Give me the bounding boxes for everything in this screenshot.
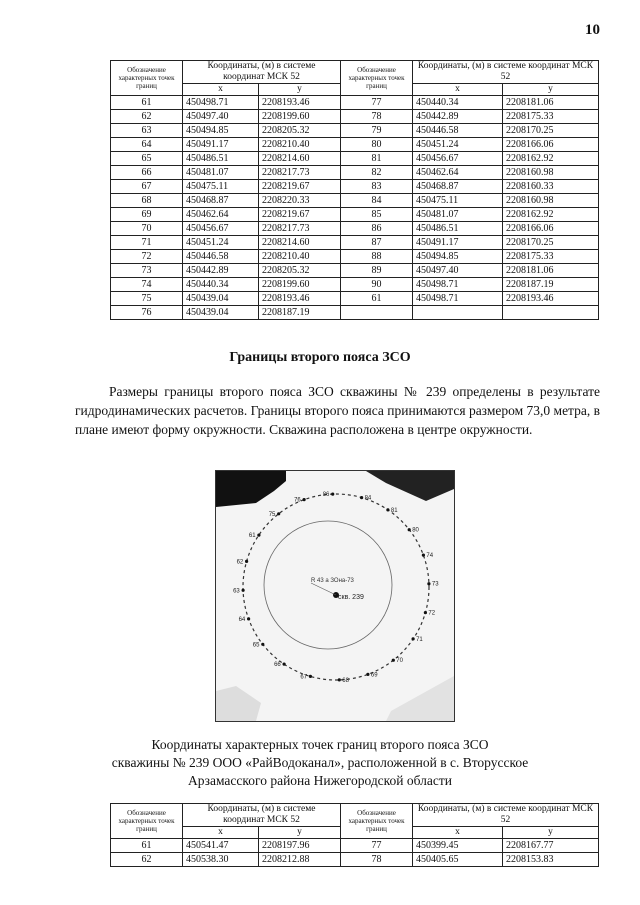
y-value-cell: 2208181.06 xyxy=(503,96,599,110)
caption-line-2: скважины № 239 ООО «РайВодоканал», расположенной в с. Вторусское xyxy=(111,755,529,770)
point-number-cell: 69 xyxy=(111,208,183,222)
x-value-cell: 450468.87 xyxy=(413,180,503,194)
coordinates-table-2 xyxy=(110,803,599,867)
y-value-cell: 2208160.98 xyxy=(503,194,599,208)
radius-label: R 43 а ЗОна-73 xyxy=(311,578,354,584)
point-number-cell: 72 xyxy=(111,250,183,264)
point-number-cell: 62 xyxy=(111,110,183,124)
x-value-cell: 450446.58 xyxy=(413,124,503,138)
point-number-cell: 74 xyxy=(111,278,183,292)
boundary-point-label: 69 xyxy=(370,672,378,679)
header-x: x xyxy=(413,827,503,839)
x-value-cell: 450538.30 xyxy=(183,853,259,867)
boundary-point-label: 81 xyxy=(390,507,398,514)
y-value-cell: 2208175.33 xyxy=(503,110,599,124)
x-value-cell: 450440.34 xyxy=(183,278,259,292)
x-value-cell: 450497.40 xyxy=(183,110,259,124)
table-row xyxy=(111,96,599,110)
well-label: скв. 239 xyxy=(338,594,364,601)
header-point-designation: Обозначение характерных точек границ xyxy=(341,804,413,839)
boundary-point-label: 80 xyxy=(412,527,419,534)
boundary-point-marker xyxy=(422,554,425,557)
table-row xyxy=(111,194,599,208)
y-value-cell xyxy=(503,306,599,320)
caption-line-3: Арзамасского района Нижегородской области xyxy=(187,773,453,788)
zone-map-drawing xyxy=(216,471,454,721)
header-y: y xyxy=(259,827,341,839)
table-row xyxy=(111,110,599,124)
boundary-point-label: 67 xyxy=(300,674,308,681)
table-row xyxy=(111,124,599,138)
y-value-cell: 2208214.60 xyxy=(259,152,341,166)
point-number-cell: 87 xyxy=(341,236,413,250)
table-row xyxy=(111,264,599,278)
point-number-cell: 66 xyxy=(111,166,183,180)
point-number-cell: 61 xyxy=(111,839,183,853)
y-value-cell: 2208205.32 xyxy=(259,124,341,138)
y-value-cell: 2208212.88 xyxy=(259,853,341,867)
x-value-cell: 450442.89 xyxy=(413,110,503,124)
x-value-cell: 450439.04 xyxy=(183,292,259,306)
header-x: x xyxy=(413,84,503,96)
y-value-cell: 2208220.33 xyxy=(259,194,341,208)
point-number-cell: 65 xyxy=(111,152,183,166)
boundary-point-label: 72 xyxy=(428,610,436,617)
boundary-point-label: 84 xyxy=(364,495,372,502)
x-value-cell: 450491.17 xyxy=(183,138,259,152)
y-value-cell: 2208193.46 xyxy=(503,292,599,306)
boundary-point-marker xyxy=(408,528,411,531)
table-row xyxy=(111,166,599,180)
x-value-cell: 450446.58 xyxy=(183,250,259,264)
header-point-designation: Обозначение характерных точек границ xyxy=(111,804,183,839)
boundary-point-marker xyxy=(366,673,369,676)
point-number-cell: 64 xyxy=(111,138,183,152)
y-value-cell: 2208199.60 xyxy=(259,110,341,124)
point-number-cell: 78 xyxy=(341,110,413,124)
header-y: y xyxy=(503,827,599,839)
x-value-cell: 450456.67 xyxy=(183,222,259,236)
boundary-point-marker xyxy=(261,643,264,646)
point-number-cell: 77 xyxy=(341,839,413,853)
y-value-cell: 2208162.92 xyxy=(503,152,599,166)
point-number-cell: 70 xyxy=(111,222,183,236)
boundary-point-label: 76 xyxy=(294,497,301,504)
table-row xyxy=(111,306,599,320)
boundary-point-marker xyxy=(309,675,312,678)
point-number-cell: 61 xyxy=(111,96,183,110)
point-number-cell: 80 xyxy=(341,138,413,152)
x-value-cell: 450451.24 xyxy=(413,138,503,152)
x-value-cell xyxy=(413,306,503,320)
x-value-cell: 450456.67 xyxy=(413,152,503,166)
x-value-cell: 450486.51 xyxy=(183,152,259,166)
point-number-cell: 83 xyxy=(341,180,413,194)
table-row xyxy=(111,278,599,292)
y-value-cell: 2208199.60 xyxy=(259,278,341,292)
boundary-point-marker xyxy=(392,659,395,662)
boundary-point-marker xyxy=(360,496,363,499)
header-x: x xyxy=(183,827,259,839)
point-number-cell: 68 xyxy=(111,194,183,208)
boundary-point-marker xyxy=(412,637,415,640)
header-coordinates: Координаты, (м) в системе координат МСК 52 xyxy=(413,804,599,827)
y-value-cell: 2208166.06 xyxy=(503,138,599,152)
y-value-cell: 2208219.67 xyxy=(259,180,341,194)
table-body xyxy=(111,96,599,320)
y-value-cell: 2208175.33 xyxy=(503,250,599,264)
point-number-cell: 86 xyxy=(341,222,413,236)
point-number-cell: 71 xyxy=(111,236,183,250)
point-number-cell: 79 xyxy=(341,124,413,138)
y-value-cell: 2208160.98 xyxy=(503,166,599,180)
y-value-cell: 2208219.67 xyxy=(259,208,341,222)
x-value-cell: 450462.64 xyxy=(183,208,259,222)
x-value-cell: 450497.40 xyxy=(413,264,503,278)
y-value-cell: 2208162.92 xyxy=(503,208,599,222)
y-value-cell: 2208217.73 xyxy=(259,222,341,236)
x-value-cell: 450491.17 xyxy=(413,236,503,250)
table-row xyxy=(111,152,599,166)
y-value-cell: 2208160.33 xyxy=(503,180,599,194)
boundary-point-marker xyxy=(283,663,286,666)
x-value-cell: 450494.85 xyxy=(413,250,503,264)
header-point-designation: Обозначение характерных точек границ xyxy=(111,61,183,96)
boundary-point-label: 71 xyxy=(416,636,423,643)
boundary-point-label: 64 xyxy=(238,616,246,623)
table-row xyxy=(111,292,599,306)
y-value-cell: 2208170.25 xyxy=(503,124,599,138)
section-title: Границы второго пояса ЗСО xyxy=(229,350,411,365)
y-value-cell: 2208205.32 xyxy=(259,264,341,278)
table-row xyxy=(111,180,599,194)
point-number-cell: 76 xyxy=(111,306,183,320)
zone-map-figure xyxy=(215,470,455,722)
page-number: 10 xyxy=(585,22,600,38)
table-row xyxy=(111,222,599,236)
y-value-cell: 2208181.06 xyxy=(503,264,599,278)
table-body xyxy=(111,839,599,867)
point-number-cell xyxy=(341,306,413,320)
y-value-cell: 2208153.83 xyxy=(503,853,599,867)
x-value-cell: 450494.85 xyxy=(183,124,259,138)
x-value-cell: 450468.87 xyxy=(183,194,259,208)
boundary-point-label: 74 xyxy=(426,553,434,560)
x-value-cell: 450405.65 xyxy=(413,853,503,867)
boundary-point-marker xyxy=(331,493,334,496)
boundary-point-marker xyxy=(386,508,389,511)
point-number-cell: 63 xyxy=(111,124,183,138)
boundary-point-marker xyxy=(303,498,306,501)
table-caption xyxy=(60,736,580,790)
boundary-point-marker xyxy=(277,512,280,515)
boundary-point-label: 62 xyxy=(236,559,244,566)
boundary-point-label: 68 xyxy=(342,677,349,684)
boundary-point-marker xyxy=(247,617,250,620)
boundary-point-marker xyxy=(338,678,341,681)
boundary-point-marker xyxy=(427,582,430,585)
x-value-cell: 450462.64 xyxy=(413,166,503,180)
point-number-cell: 61 xyxy=(341,292,413,306)
header-point-designation: Обозначение характерных точек границ xyxy=(341,61,413,96)
x-value-cell: 450442.89 xyxy=(183,264,259,278)
x-value-cell: 450541.47 xyxy=(183,839,259,853)
boundary-point-marker xyxy=(242,589,245,592)
point-number-cell: 81 xyxy=(341,152,413,166)
x-value-cell: 450440.34 xyxy=(413,96,503,110)
x-value-cell: 450481.07 xyxy=(183,166,259,180)
table-row xyxy=(111,250,599,264)
x-value-cell: 450439.04 xyxy=(183,306,259,320)
boundary-point-marker xyxy=(245,560,248,563)
boundary-point-label: 61 xyxy=(248,533,256,540)
table-row xyxy=(111,138,599,152)
x-value-cell: 450475.11 xyxy=(183,180,259,194)
y-value-cell: 2208187.19 xyxy=(503,278,599,292)
point-number-cell: 88 xyxy=(341,250,413,264)
x-value-cell: 450451.24 xyxy=(183,236,259,250)
x-value-cell: 450399.45 xyxy=(413,839,503,853)
y-value-cell: 2208210.40 xyxy=(259,138,341,152)
point-number-cell: 78 xyxy=(341,853,413,867)
boundary-point-label: 70 xyxy=(396,658,403,665)
boundary-point-label: 86 xyxy=(322,492,330,499)
boundary-point-marker xyxy=(424,611,427,614)
x-value-cell: 450475.11 xyxy=(413,194,503,208)
header-y: y xyxy=(503,84,599,96)
x-value-cell: 450486.51 xyxy=(413,222,503,236)
x-value-cell: 450498.71 xyxy=(183,96,259,110)
y-value-cell: 2208210.40 xyxy=(259,250,341,264)
table-row xyxy=(111,236,599,250)
y-value-cell: 2208170.25 xyxy=(503,236,599,250)
y-value-cell: 2208217.73 xyxy=(259,166,341,180)
y-value-cell: 2208214.60 xyxy=(259,236,341,250)
point-number-cell: 73 xyxy=(111,264,183,278)
header-x: x xyxy=(183,84,259,96)
point-number-cell: 90 xyxy=(341,278,413,292)
header-coordinates: Координаты, (м) в системе координат МСК 52 xyxy=(413,61,599,84)
coordinates-table-1 xyxy=(110,60,599,320)
table-row xyxy=(111,839,599,853)
y-value-cell: 2208197.96 xyxy=(259,839,341,853)
caption-line-1: Координаты характерных точек границ второго пояса ЗСО xyxy=(151,737,489,752)
header-coordinates: Координаты, (м) в системе координат МСК 52 xyxy=(183,804,341,827)
x-value-cell: 450498.71 xyxy=(413,278,503,292)
boundary-point-label: 73 xyxy=(431,581,439,588)
x-value-cell: 450481.07 xyxy=(413,208,503,222)
y-value-cell: 2208166.06 xyxy=(503,222,599,236)
x-value-cell: 450498.71 xyxy=(413,292,503,306)
point-number-cell: 84 xyxy=(341,194,413,208)
boundary-point-label: 66 xyxy=(274,662,281,669)
y-value-cell: 2208193.46 xyxy=(259,96,341,110)
point-number-cell: 62 xyxy=(111,853,183,867)
table-row xyxy=(111,853,599,867)
point-number-cell: 77 xyxy=(341,96,413,110)
header-y: y xyxy=(259,84,341,96)
y-value-cell: 2208193.46 xyxy=(259,292,341,306)
point-number-cell: 75 xyxy=(111,292,183,306)
header-coordinates: Координаты, (м) в системе координат МСК 52 xyxy=(183,61,341,84)
point-number-cell: 82 xyxy=(341,166,413,180)
boundary-point-label: 63 xyxy=(233,588,240,595)
y-value-cell: 2208187.19 xyxy=(259,306,341,320)
boundary-point-marker xyxy=(257,534,260,537)
table-row xyxy=(111,208,599,222)
point-number-cell: 89 xyxy=(341,264,413,278)
description-paragraph: Размеры границы второго пояса ЗСО скважины № 239 определены в результате гидродинамических расчетов. Границы второго пояса принимаются размером 73,0 метра, в плане имеют форму окружности. Скважина расположена в центре окружности. xyxy=(75,384,600,437)
boundary-point-label: 75 xyxy=(268,511,276,518)
point-number-cell: 85 xyxy=(341,208,413,222)
point-number-cell: 67 xyxy=(111,180,183,194)
y-value-cell: 2208167.77 xyxy=(503,839,599,853)
boundary-point-label: 65 xyxy=(252,642,260,649)
